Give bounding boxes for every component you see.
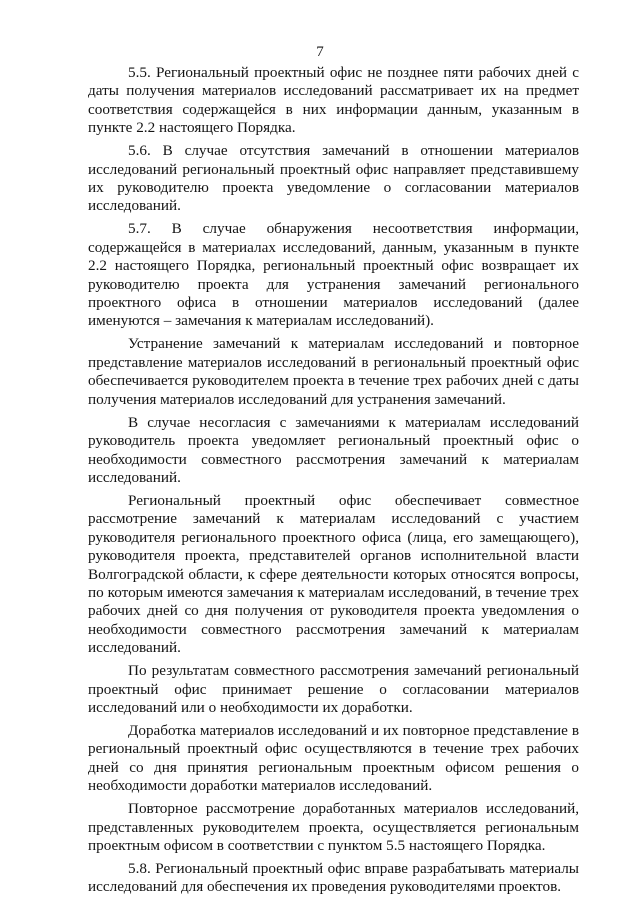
paragraph-remediation: Устранение замечаний к материалам исследований и повторное представление материалов исследований в региональный проектный офис обеспечивается руководителем проекта в течение трех рабочих дней с даты получения материалов исследований для устранения замечаний. xyxy=(88,335,579,408)
paragraph-5-7: 5.7. В случае обнаружения несоответствия информации, содержащейся в материалах исследований, данным, указанным в пункте 2.2 настоящего Порядка, региональный проектный офис возвращает их руководителю проекта для устранения замечаний регионального проектного офиса в отношении материалов исследований (далее именуются – замечания к материалам исследований). xyxy=(88,220,579,330)
paragraph-re-review: Повторное рассмотрение доработанных материалов исследований, представленных руководителем проекта, осуществляется региональным проектным офисом в соответствии с пунктом 5.5 настоящего Порядка. xyxy=(88,800,579,854)
paragraph-revision: Доработка материалов исследований и их повторное представление в региональный проектный офис осуществляются в течение трех рабочих дней со дня принятия региональным проектным офисом решения о необходимости доработки материалов исследований. xyxy=(88,721,579,795)
document-body xyxy=(88,64,579,897)
paragraph-5-8: 5.8. Региональный проектный офис вправе разрабатывать материалы исследований для обеспечения их проведения руководителями проектов. xyxy=(88,860,579,896)
paragraph-5-5: 5.5. Региональный проектный офис не позднее пяти рабочих дней с даты получения материалов исследований рассматривает их на предмет соответствия содержащейся в них информации данным, указанным в пункте 2.2 настоящего Порядка. xyxy=(88,64,579,137)
paragraph-review-results: По результатам совместного рассмотрения замечаний региональный проектный офис принимает решение о согласовании материалов исследований или о необходимости их доработки. xyxy=(88,662,579,716)
paragraph-5-6: 5.6. В случае отсутствия замечаний в отношении материалов исследований региональный проектный офис направляет представившему их руководителю проекта уведомление о согласовании материалов исследований. xyxy=(88,142,579,215)
paragraph-disagreement: В случае несогласия с замечаниями к материалам исследований руководитель проекта уведомляет региональный проектный офис о необходимости совместного рассмотрения замечаний к материалам исследований. xyxy=(88,413,579,486)
paragraph-joint-review: Региональный проектный офис обеспечивает совместное рассмотрение замечаний к материалам исследований с участием руководителя регионального проектного офиса (лица, его замещающего), руководителя проекта, представителей органов исполнительной власти Волгоградской области, к сфере деятельности которых относятся вопросы, по которым имеются замечания к материалам исследований, в течение трех рабочих дней со дня получения от руководителя проекта уведомления о необходимости совместного рассмотрения замечаний к материалам исследований. xyxy=(88,491,579,657)
page-number: 7 xyxy=(316,44,324,60)
